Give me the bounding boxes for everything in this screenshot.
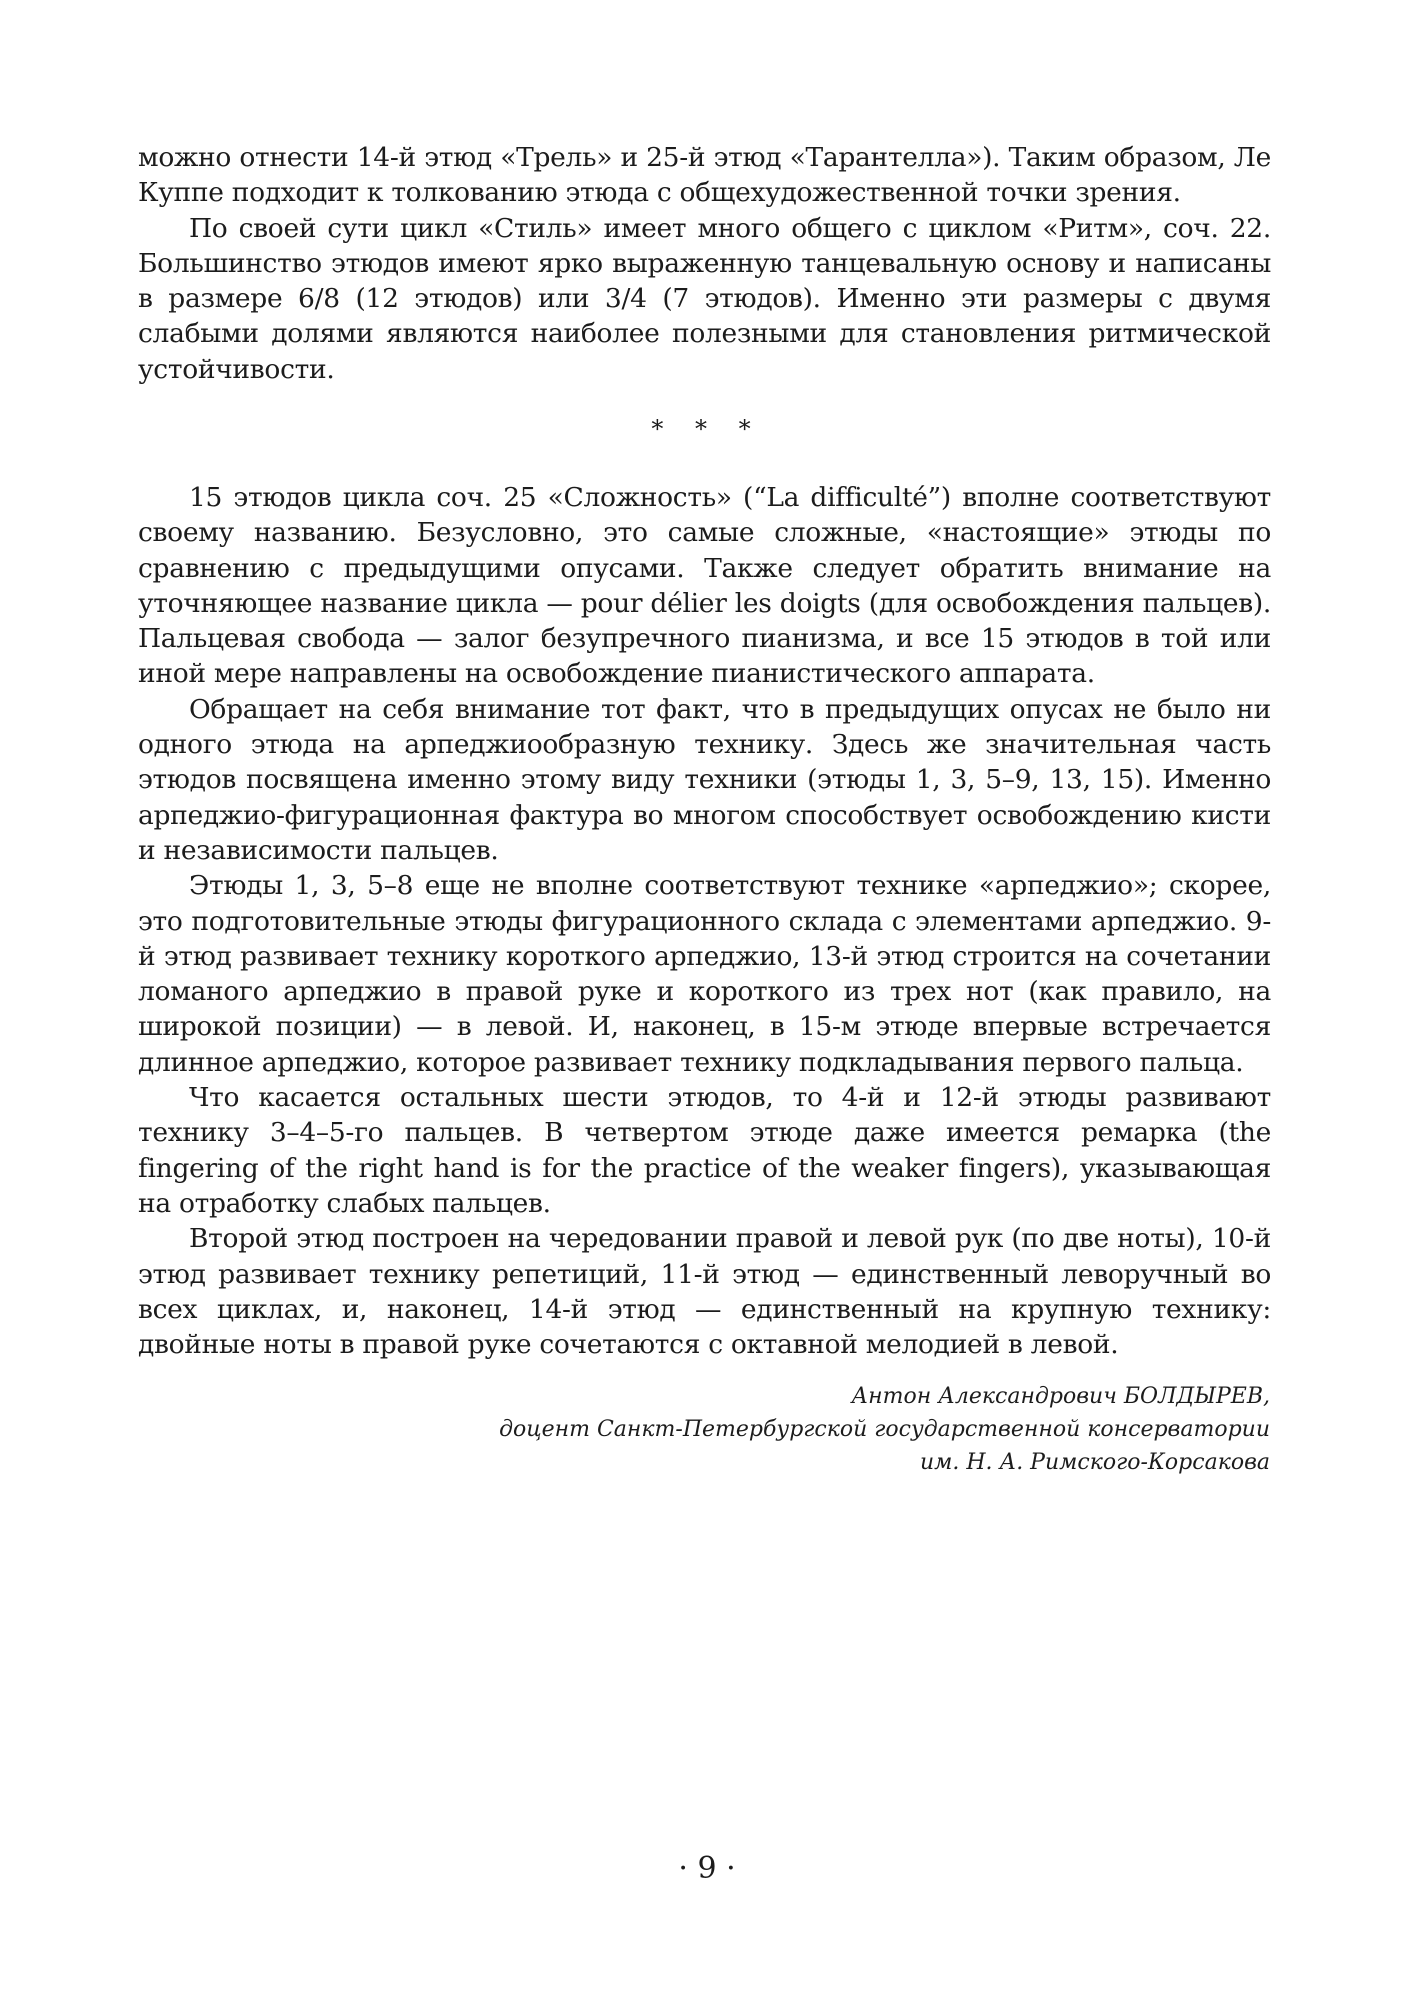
paragraph: можно отнести 14-й этюд «Трель» и 25-й этюд «Тарантелла»). Таким образом, Ле Куппе подходит к толкованию этюда с общехудожественной точки зрения. — [138, 142, 1271, 209]
author-position: доцент Санкт-Петербургской государственной консерватории — [499, 1417, 1270, 1442]
page-number: · 9 · — [678, 1851, 736, 1886]
section-separator: * * * — [651, 415, 763, 443]
author-name: Антон Александрович БОЛДЫРЕВ, — [851, 1384, 1270, 1409]
author-institution: им. Н. А. Римского-Корсакова — [919, 1450, 1270, 1475]
paragraph: Обращает на себя внимание тот факт, что в предыдущих опусах не было ни одного этюда на арпеджиообразную технику. Здесь же значительная часть этюдов посвящена именно этому виду техники (этюды 1, 3, 5–9, 13, 15). Именно арпеджио-фигурационная фактура во многом способствует освобождению кисти и независимости пальцев. — [138, 693, 1271, 866]
paragraph: По своей сути цикл «Стиль» имеет много общего с циклом «Ритм», соч. 22. Большинство этюдов имеют ярко выраженную танцевальную основу и написаны в размере 6/8 (12 этюдов) или 3/4 (7 этюдов). Именно эти размеры с двумя слабыми долями являются наиболее полезными для становления ритмической устойчивости. — [138, 212, 1271, 385]
text-section-bottom — [138, 480, 1271, 1362]
paragraph: Этюды 1, 3, 5–8 еще не вполне соответствуют технике «арпеджио»; скорее, это подготовительные этюды фигурационного склада с элементами арпеджио. 9-й этюд развивает технику короткого арпеджио, 13-й этюд строится на сочетании ломаного арпеджио в правой руке и короткого из трех нот (как правило, на широкой позиции) — в левой. И, наконец, в 15-м этюде впервые встречается длинное арпеджио, которое развивает технику подкладывания первого пальца. — [138, 870, 1271, 1078]
paragraph: Второй этюд построен на чередовании правой и левой рук (по две ноты), 10-й этюд развивает технику репетиций, 11-й этюд — единственный леворучный во всех циклах, и, наконец, 14-й этюд — единственный на крупную технику: двойные ноты в правой руке сочетаются с октавной мелодией в левой. — [138, 1223, 1271, 1361]
text-section-top — [138, 140, 1271, 387]
paragraph: 15 этюдов цикла соч. 25 «Сложность» (“La difficulté”) вполне соответствуют своему названию. Безусловно, это самые сложные, «настоящие» этюды по сравнению с предыдущими опусами. Также следует обратить внимание на уточняющее название цикла — pour délier les doigts (для освобождения пальцев). Пальцевая свобода — залог безупречного пианизма, и все 15 этюдов в той или иной мере направлены на освобождение пианистического аппарата. — [138, 482, 1271, 690]
paragraph: Что касается остальных шести этюдов, то 4-й и 12-й этюды развивают технику 3–4–5-го пальцев. В четвертом этюде даже имеется ремарка (the fingering of the right hand is for the practice of the weaker fingers), указывающая на отработку слабых пальцев. — [138, 1082, 1271, 1219]
author-signature — [370, 1380, 1270, 1479]
